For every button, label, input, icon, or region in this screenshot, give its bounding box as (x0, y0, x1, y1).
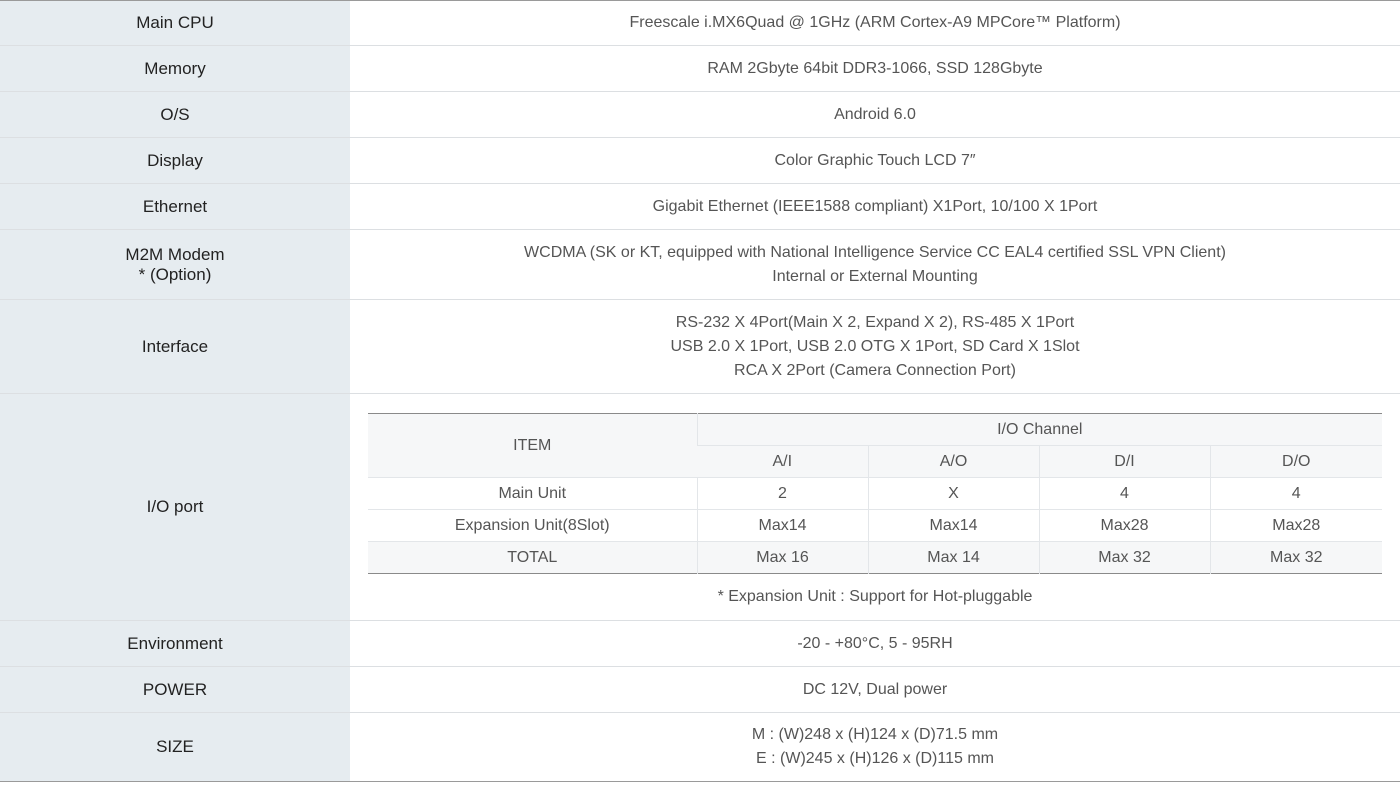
spec-label: SIZE (0, 713, 350, 782)
spec-label-line: M2M Modem (125, 244, 225, 264)
io-item-header: ITEM (368, 414, 697, 478)
spec-row-power (0, 667, 1400, 713)
io-cell: X (868, 478, 1039, 510)
io-channel-header: D/I (1039, 446, 1210, 478)
spec-value: Android 6.0 (350, 92, 1400, 138)
io-channel-header: D/O (1210, 446, 1382, 478)
spec-row-environment (0, 621, 1400, 667)
spec-value-line: RS-232 X 4Port(Main X 2, Expand X 2), RS-485 X 1Port (675, 313, 1075, 331)
spec-row-os (0, 92, 1400, 138)
io-note: * Expansion Unit : Support for Hot-pluggable (717, 588, 1033, 605)
spec-value: Gigabit Ethernet (IEEE1588 compliant) X1Port, 10/100 X 1Port (350, 184, 1400, 230)
io-row-name: Expansion Unit(8Slot) (368, 510, 697, 542)
io-cell: Max28 (1210, 510, 1382, 542)
spec-label: Interface (0, 300, 350, 394)
io-cell: 4 (1039, 478, 1210, 510)
spec-value (350, 230, 1400, 300)
io-channel-group-header: I/O Channel (697, 414, 1382, 446)
spec-row-size (0, 713, 1400, 782)
spec-row-interface (0, 300, 1400, 394)
io-cell: 2 (697, 478, 868, 510)
io-cell: Max 32 (1210, 542, 1382, 574)
spec-row-m2m-modem (0, 230, 1400, 300)
io-cell: Max 14 (868, 542, 1039, 574)
spec-label (0, 230, 350, 300)
spec-value: -20 - +80°C, 5 - 95RH (350, 621, 1400, 667)
spec-label: Ethernet (0, 184, 350, 230)
io-cell: Max 32 (1039, 542, 1210, 574)
io-header-row (368, 414, 1382, 446)
spec-value: Color Graphic Touch LCD 7″ (350, 138, 1400, 184)
spec-label: Main CPU (0, 1, 350, 46)
io-cell: Max 16 (697, 542, 868, 574)
spec-value-line: Internal or External Mounting (772, 267, 978, 285)
spec-value-line: RCA X 2Port (Camera Connection Port) (734, 361, 1016, 379)
spec-value: DC 12V, Dual power (350, 667, 1400, 713)
io-cell: Max28 (1039, 510, 1210, 542)
spec-value-line: M : (W)248 x (H)124 x (D)71.5 mm (751, 726, 999, 743)
io-table-wrapper (350, 394, 1400, 574)
io-cell: Max14 (697, 510, 868, 542)
io-cell: Max14 (868, 510, 1039, 542)
spec-label: O/S (0, 92, 350, 138)
io-channel-table (368, 413, 1382, 574)
spec-value: RAM 2Gbyte 64bit DDR3-1066, SSD 128Gbyte (350, 46, 1400, 92)
spec-row-memory (0, 46, 1400, 92)
spec-label: POWER (0, 667, 350, 713)
spec-label: I/O port (0, 394, 350, 621)
spec-value-line: E : (W)245 x (H)126 x (D)115 mm (756, 750, 994, 767)
io-row-expansion-unit (368, 510, 1382, 542)
spec-value (350, 300, 1400, 394)
io-row-main-unit (368, 478, 1382, 510)
spec-label: Environment (0, 621, 350, 667)
spec-row-main-cpu (0, 1, 1400, 46)
io-row-total (368, 542, 1382, 574)
spec-value-line: WCDMA (SK or KT, equipped with National Intelligence Service CC EAL4 certified SSL VPN Client) (524, 243, 1226, 261)
io-cell: 4 (1210, 478, 1382, 510)
spec-value (350, 394, 1400, 621)
io-row-name: TOTAL (368, 542, 697, 574)
io-channel-header: A/I (697, 446, 868, 478)
spec-value: Freescale i.MX6Quad @ 1GHz (ARM Cortex-A9 MPCore™ Platform) (350, 1, 1400, 46)
io-row-name: Main Unit (368, 478, 697, 510)
spec-value-line: USB 2.0 X 1Port, USB 2.0 OTG X 1Port, SD Card X 1Slot (670, 337, 1080, 355)
spec-value (350, 713, 1400, 782)
spec-label: Display (0, 138, 350, 184)
spec-row-display (0, 138, 1400, 184)
spec-row-io-port (0, 394, 1400, 621)
spec-label: Memory (0, 46, 350, 92)
io-channel-header: A/O (868, 446, 1039, 478)
spec-row-ethernet (0, 184, 1400, 230)
spec-label-line: * (Option) (138, 264, 212, 284)
